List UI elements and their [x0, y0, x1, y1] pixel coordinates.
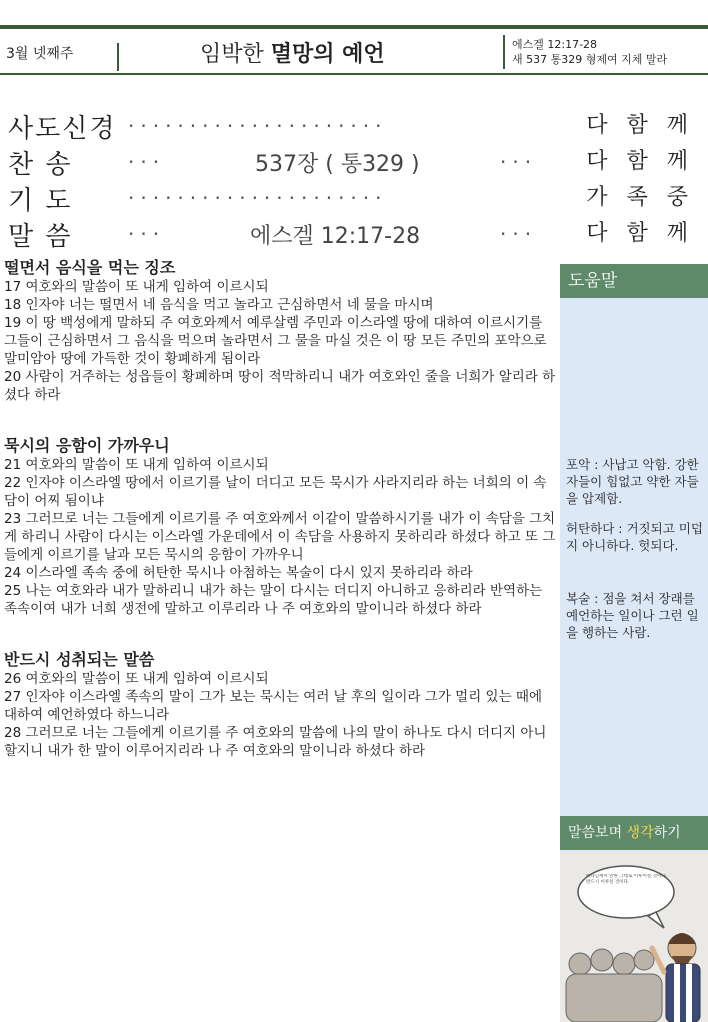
sidebar — [560, 264, 708, 1022]
verse: 22 인자야 이스라엘 땅에서 이르기를 날이 더디고 모든 묵시가 사라지리라 하는 너희의 이 속담이 어찌 됨이냐 — [4, 475, 547, 509]
week-label: 3월 넷째주 — [6, 46, 74, 62]
verse: 17 여호와의 말씀이 또 내게 임하여 이르시되 — [4, 279, 269, 295]
order-label: 말 씀 — [8, 222, 73, 252]
section-heading: 떨면서 음식을 먹는 징조 — [4, 258, 176, 277]
glossary-term: 복술 : — [566, 591, 603, 606]
verse: 21 여호와의 말씀이 또 내게 임하여 이르시되 — [4, 457, 269, 473]
verse: 27 인자야 이스라엘 족속의 말이 그가 보는 묵시는 여러 날 후의 일이라 그가 멀리 있는 때에 대하여 예언하였다 하느니라 — [4, 689, 542, 723]
order-row — [0, 144, 708, 180]
header-divider-right — [503, 35, 505, 69]
glossary-definition: 점을 쳐서 장래를 예언하는 일이나 그런 일을 행하는 사람. — [566, 591, 699, 640]
header-bar — [0, 29, 708, 73]
order-row — [0, 180, 708, 216]
glossary-definition: 거짓되고 미덥지 아니하다. 헛되다. — [566, 521, 703, 553]
verse: 26 여호와의 말씀이 또 내게 임하여 이르시되 — [4, 671, 269, 687]
scripture-text — [4, 258, 556, 760]
header-divider — [117, 43, 119, 71]
title-bold: 멸망의 예언 — [270, 42, 385, 67]
leader-dots: ··· — [500, 222, 538, 246]
leader-dots: ····················· — [128, 186, 388, 210]
verse: 20 사람이 거주하는 성읍들이 황폐하며 땅이 적막하리니 내가 여호와인 줄을 너희가 알리라 하셨다 하라 — [4, 369, 556, 403]
glossary-item — [566, 590, 704, 641]
verse-block — [4, 670, 556, 760]
verse: 25 나는 여호와라 내가 말하리니 내가 하는 말이 다시는 더디지 아니하고 응하리라 반역하는 족속이여 내가 너희 생전에 말하고 이루리라 나 주 여호와의 말이니라 하셨다 하라 — [4, 583, 543, 617]
section-heading: 반드시 성취되는 말씀 — [4, 650, 155, 669]
verse: 23 그러므로 너는 그들에게 이르기를 주 여호와께서 이같이 말씀하시기를 내가 이 속담을 그치게 하리니 사람이 다시는 이스라엘 가운데에서 이 속담을 사용하지 못하리라 하셨다 하고 또 그들에게 이르기를 날과 모든 묵시의 응함이 가까우니 — [4, 511, 556, 563]
reflection-title-pre: 말씀보며 — [568, 825, 627, 841]
order-row — [0, 108, 708, 144]
hymn-number: 537장 ( 통329 ) — [255, 152, 420, 177]
glossary-item — [566, 520, 704, 554]
section-heading: 묵시의 응함이 가까우니 — [4, 436, 170, 455]
header-bottom-rule — [0, 73, 708, 75]
order-leader: 가 족 중 — [586, 185, 694, 210]
order-label: 기 도 — [8, 186, 73, 216]
page-title — [200, 37, 385, 68]
glossary-definition: 사납고 악함. 강한 자들이 힘없고 약한 자들을 압제함. — [566, 457, 699, 506]
leader-dots: ··· — [128, 222, 166, 246]
verse-block — [4, 456, 556, 618]
glossary-term: 허탄하다 : — [566, 521, 627, 536]
leader-dots: ··· — [128, 150, 166, 174]
order-row — [0, 216, 708, 252]
verse: 24 이스라엘 족속 중에 허탄한 묵시나 아첨하는 복술이 다시 있지 못하리라 하라 — [4, 565, 473, 581]
verse-block — [4, 278, 556, 404]
reflection-title-post: 하기 — [653, 825, 681, 841]
speech-bubble-text: 하나님께서 말한 그대로 이루어질 것이다. 반드시 이루실 것이다. — [586, 874, 668, 885]
reference-line: 에스겔 12:17-28 — [512, 38, 598, 51]
verse: 28 그러므로 너는 그들에게 이르기를 주 여호와의 말씀에 나의 말이 하나도 다시 더디지 아니할지니 내가 한 말이 이루어지리라 나 주 여호와의 말이니라 하셨다 하라 — [4, 725, 547, 759]
leader-dots: ····················· — [128, 114, 388, 138]
scripture-reference — [512, 37, 667, 67]
reflection-title-highlight: 생각 — [626, 825, 654, 841]
hymn-line: 새 537 통329 형제여 지체 말라 — [512, 53, 668, 66]
reflection-title — [560, 816, 708, 850]
order-leader: 다 함 께 — [586, 149, 694, 174]
reflection-illustration — [560, 852, 708, 1022]
order-leader: 다 함 께 — [586, 221, 694, 246]
prophet-cartoon-illustration — [560, 852, 708, 1022]
title-prefix: 임박한 — [200, 42, 271, 67]
help-title: 도움말 — [560, 264, 708, 298]
scripture-passage: 에스겔 12:17-28 — [250, 224, 421, 249]
order-leader: 다 함 께 — [586, 113, 694, 138]
order-label: 찬 송 — [8, 150, 73, 180]
leader-dots: ··· — [500, 150, 538, 174]
order-label: 사도신경 — [8, 114, 117, 144]
verse: 19 이 땅 백성에게 말하되 주 여호와께서 예루살렘 주민과 이스라엘 땅에 대하여 이르시기를 그들이 근심하면서 그 음식을 먹으며 놀라면서 그 물을 마실 것은 이 땅 모든 주민의 포악으로 말미암아 땅에 가득한 것이 황폐하게 됨이라 — [4, 315, 547, 367]
glossary-item — [566, 456, 704, 507]
verse: 18 인자야 너는 떨면서 네 음식을 먹고 놀라고 근심하면서 네 물을 마시며 — [4, 297, 434, 313]
glossary-term: 포악 : — [566, 457, 603, 472]
